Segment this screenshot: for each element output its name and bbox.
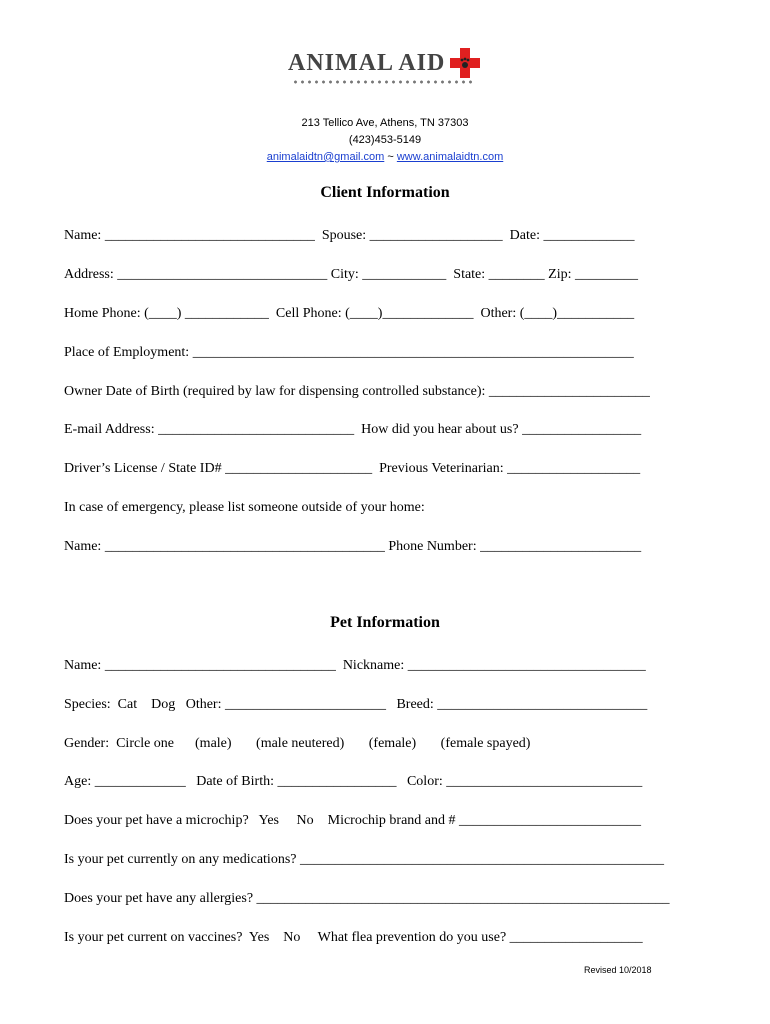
pet-age-line[interactable]: Age: _____________ Date of Birth: _________________ Color: ____________________________ [64,774,643,789]
client-phone-line[interactable]: Home Phone: (____) ____________ Cell Phone: (____)_____________ Other: (____)___________ [64,306,635,321]
employment-line[interactable]: Place of Employment: _______________________________________________________________ [64,345,634,360]
client-heading: Client Information [320,184,450,201]
owner-dob-line[interactable]: Owner Date of Birth (required by law for dispensing controlled substance): _______________________ [64,384,650,399]
pet-microchip-line[interactable]: Does your pet have a microchip? Yes No Microchip brand and # __________________________ [64,813,642,828]
revised-date: Revised 10/2018 [584,965,652,975]
email-line[interactable]: E-mail Address: ____________________________ How did you hear about us? _________________ [64,422,642,437]
logo-paw-dots [292,78,472,86]
pet-species-line[interactable]: Species: Cat Dog Other: _______________________ Breed: ______________________________ [64,697,648,712]
pet-heading: Pet Information [330,614,440,631]
phone-line: (423)453-5149 [348,134,422,146]
pet-allergies-line[interactable]: Does your pet have any allergies? ___________________________________________________________ [64,891,670,906]
website-link[interactable]: www.animalaidtn.com [396,151,504,163]
contact-links [0,151,770,163]
emergency-prompt: In case of emergency, please list someone outside of your home: [64,500,425,515]
client-address-line[interactable]: Address: ______________________________ City: ____________ State: ________ Zip: _________ [64,267,638,282]
logo-text: ANIMAL AID [288,50,446,76]
email-link[interactable]: animalaidtn@gmail.com [266,151,385,163]
pet-gender-line[interactable]: Gender: Circle one (male) (male neutered) (female) (female spayed) [64,736,531,751]
separator: ~ [387,151,394,163]
client-name-line[interactable]: Name: ______________________________ Spouse: ___________________ Date: _____________ [64,228,635,243]
license-line[interactable]: Driver’s License / State ID# _____________________ Previous Veterinarian: ___________________ [64,461,641,476]
pet-vaccines-line[interactable]: Is your pet current on vaccines? Yes No What flea prevention do you use? ___________________ [64,930,643,945]
pet-name-line[interactable]: Name: _________________________________ Nickname: __________________________________ [64,658,646,673]
red-cross-paw-icon [450,48,480,78]
animal-aid-logo [288,44,488,96]
pet-medications-line[interactable]: Is your pet currently on any medications? ____________________________________________________ [64,852,664,867]
address-line: 213 Tellico Ave, Athens, TN 37303 [301,117,469,129]
emergency-contact-line[interactable]: Name: ________________________________________ Phone Number: _______________________ [64,539,642,554]
